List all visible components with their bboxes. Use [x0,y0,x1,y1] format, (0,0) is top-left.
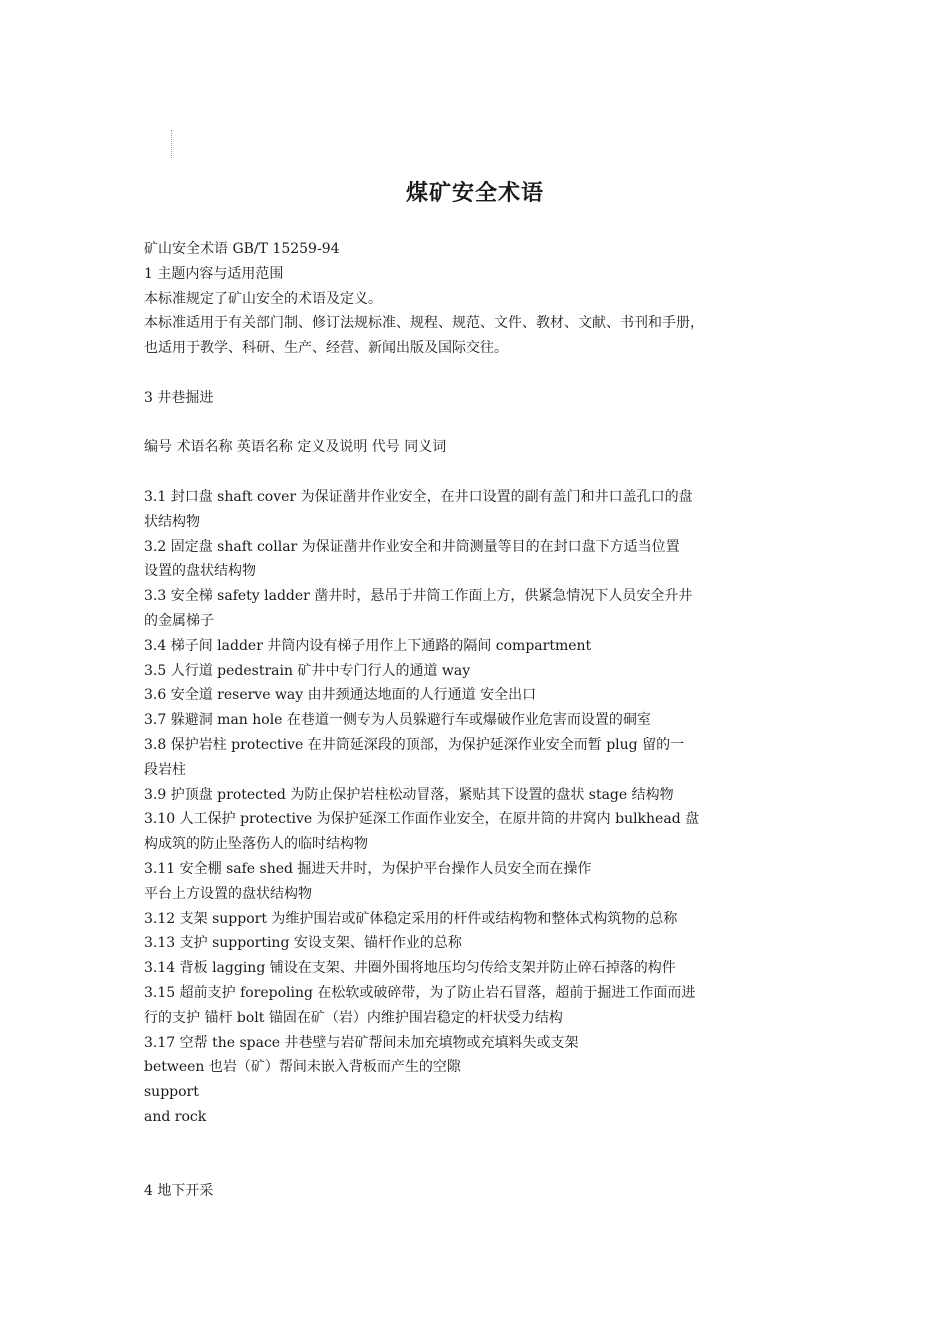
term-entry-line: 段岩柱 [144,761,186,778]
document-title: 煤矿安全术语 [405,180,544,206]
text-line: 本标准规定了矿山安全的术语及定义。 [144,290,382,307]
term-entry-line: 3.13 支护 supporting 安设支架、锚杆作业的总称 [144,935,462,952]
term-entry-line: between 也岩（矿）帮间未嵌入背板而产生的空隙 [144,1059,461,1076]
section-heading: 1 主题内容与适用范围 [144,265,284,282]
term-entry-line: 3.11 安全棚 safe shed 掘进天井时，为保护平台操作人员安全而在操作 [144,860,592,877]
term-entry-line: support [144,1084,199,1101]
page-corner-mark [171,130,172,158]
term-entry-line: 3.6 安全道 reserve way 由井颈通达地面的人行通道 安全出口 [144,687,537,704]
section-heading: 4 地下开采 [144,1183,214,1200]
table-header-line: 编号 术语名称 英语名称 定义及说明 代号 同义词 [144,439,447,456]
term-entry-line: 3.4 梯子间 ladder 井筒内设有梯子用作上下通路的隔间 compartment [144,637,592,654]
term-entry-line: 构成筑的防止坠落伤人的临时结构物 [144,836,368,853]
term-entry-line: 3.8 保护岩柱 protective 在井筒延深段的顶部，为保护延深作业安全而暂 plug 留的一 [144,736,685,753]
blank-line [144,361,808,386]
blank-line [144,460,808,485]
term-entry-line: 3.12 支架 support 为维护围岩或矿体稳定采用的杆件或结构物和整体式构筑物的总称 [144,910,678,927]
text-line: 也适用于教学、科研、生产、经营、新闻出版及国际交往。 [144,340,508,357]
section-heading: 3 井巷掘进 [144,389,214,406]
text-line: 矿山安全术语 GB/T 15259-94 [144,241,340,257]
term-entry-line: 设置的盘状结构物 [144,563,256,580]
term-entry-line: 3.15 超前支护 forepoling 在松软或破碎带，为了防止岩石冒落，超前于掘进工作面而进 [144,984,696,1001]
term-entry-line: 状结构物 [144,513,200,530]
document-body [144,237,808,1204]
term-entry-line: 3.9 护顶盘 protected 为防止保护岩柱松动冒落，紧贴其下设置的盘状 stage 结构物 [144,786,674,803]
term-entry-line: 3.1 封口盘 shaft cover 为保证凿井作业安全，在井口设置的副有盖门和井口盖孔口的盘 [144,488,693,505]
term-entry-line: and rock [144,1108,207,1125]
term-entry-line: 行的支护 锚杆 bolt 锚固在矿（岩）内维护围岩稳定的杆状受力结构 [144,1009,563,1026]
blank-line [144,411,808,436]
term-entry-line: 的金属梯子 [144,612,214,629]
term-entry-line: 3.5 人行道 pedestrain 矿井中专门行人的通道 way [144,662,471,679]
term-entry-line: 3.10 人工保护 protective 为保护延深工作面作业安全，在原井筒的井窝内 bulkhead 盘 [144,811,700,828]
term-entry-line: 3.3 安全梯 safety ladder 凿井时，悬吊于井筒工作面上方，供紧急情况下人员安全升井 [144,588,693,605]
blank-line [144,1154,808,1179]
term-entry-line: 平台上方设置的盘状结构物 [144,885,312,902]
term-entry-line: 3.2 固定盘 shaft collar 为保证凿井作业安全和井筒测量等目的在封口盘下方适当位置 [144,538,680,555]
term-entry-line: 3.17 空帮 the space 井巷壁与岩矿帮间未加充填物或充填料失或支架 [144,1034,579,1051]
term-entry-line: 3.7 躲避洞 man hole 在巷道一侧专为人员躲避行车或爆破作业危害而设置的硐室 [144,712,651,729]
text-line: 本标准适用于有关部门制、修订法规标准、规程、规范、文件、教材、文献、书刊和手册， [144,315,704,332]
blank-line [144,1130,808,1155]
term-entry-line: 3.14 背板 lagging 铺设在支架、井圈外围将地压均匀传给支架并防止碎石掉落的构件 [144,960,676,977]
